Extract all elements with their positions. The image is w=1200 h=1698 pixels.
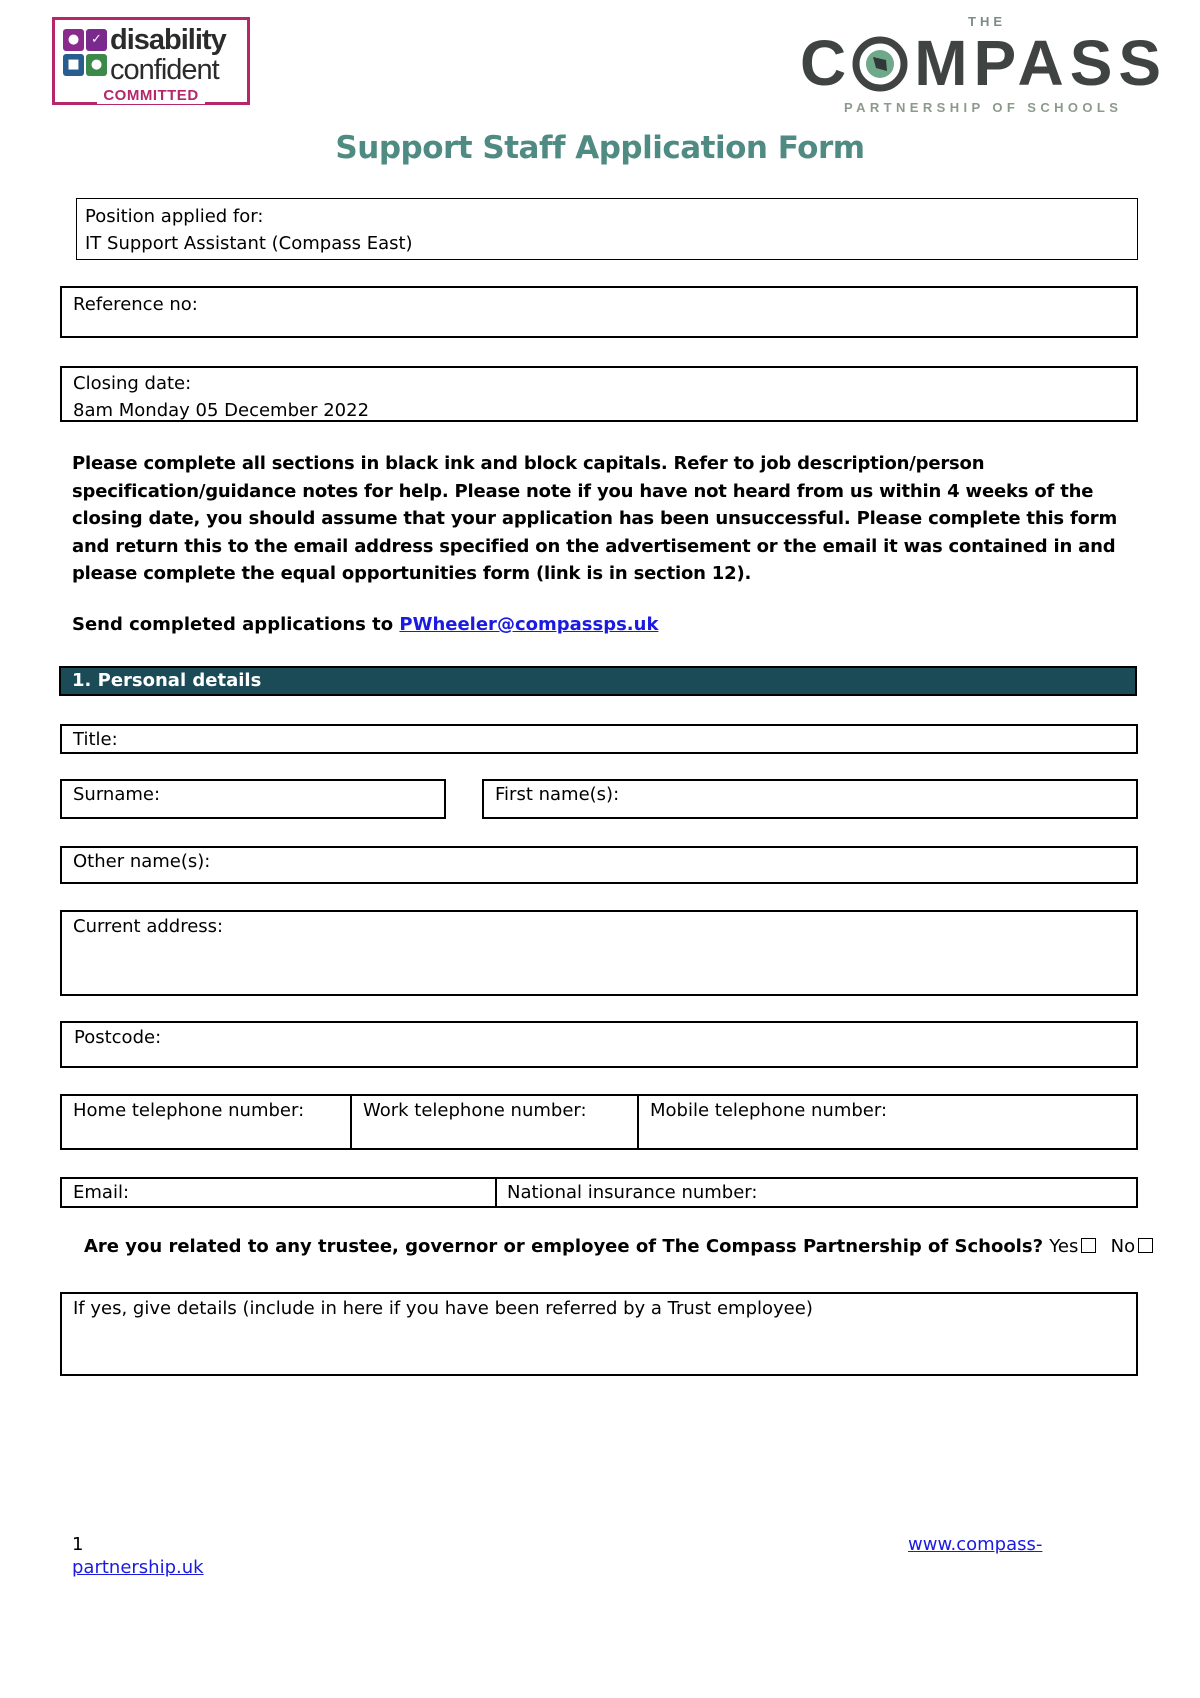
disability-confident-logo <box>52 17 250 105</box>
contact-email-link[interactable]: PWheeler@compassps.uk <box>399 614 659 635</box>
postcode-field[interactable] <box>60 1021 1138 1068</box>
other-names-label: Other name(s): <box>73 851 211 872</box>
current-address-field[interactable] <box>60 910 1138 996</box>
title-label: Title: <box>73 729 118 750</box>
work-telephone-label: Work telephone number: <box>363 1100 587 1121</box>
closing-date-field[interactable] <box>60 366 1138 422</box>
send-prefix: Send completed applications to <box>72 614 400 635</box>
email-label: Email: <box>73 1182 130 1203</box>
position-field[interactable] <box>76 198 1138 260</box>
position-value: IT Support Assistant (Compass East) <box>85 233 413 254</box>
mobile-telephone-label: Mobile telephone number: <box>650 1100 888 1121</box>
reference-label: Reference no: <box>73 294 198 315</box>
website-link-continued[interactable]: partnership.uk <box>72 1557 204 1578</box>
mobile-telephone-field[interactable] <box>639 1096 1136 1148</box>
logo-committed-badge: COMMITTED <box>55 87 247 104</box>
website-link[interactable]: www.compass- <box>908 1534 1043 1555</box>
page-number: 1 <box>72 1534 84 1555</box>
reference-field[interactable] <box>60 286 1138 338</box>
first-names-label: First name(s): <box>495 784 620 805</box>
lock-icon: ■ <box>63 54 84 76</box>
email-field[interactable] <box>62 1179 495 1206</box>
logo-word-confident: confident <box>110 54 219 86</box>
compass-logo-the: THE <box>968 14 1006 29</box>
person-icon: ● <box>86 54 107 76</box>
send-instructions <box>72 614 658 635</box>
position-label: Position applied for: <box>85 206 264 227</box>
related-no-label: No <box>1110 1236 1136 1257</box>
logo-word-disability: disability <box>110 24 226 56</box>
national-insurance-label: National insurance number: <box>507 1182 758 1203</box>
telephone-row <box>60 1094 1138 1150</box>
closing-date-label: Closing date: <box>73 373 192 394</box>
closing-date-value: 8am Monday 05 December 2022 <box>73 400 370 421</box>
instructions-paragraph: Please complete all sections in black ink and block capitals. Refer to job description/person specification/guidance notes for help. Please note if you have not heard from us within 4 weeks of the closing date, you should assume that your application has been unsuccessful. Please complete this form and return this to the email address specified on the advertisement or the email it was contained in and please complete the equal opportunities form (link is in section 12). <box>72 453 1118 584</box>
other-names-field[interactable] <box>60 846 1138 884</box>
related-no-checkbox[interactable] <box>1138 1238 1153 1253</box>
disability-confident-icons <box>63 29 107 79</box>
related-yes-label: Yes <box>1049 1236 1079 1257</box>
national-insurance-field[interactable] <box>497 1179 1136 1206</box>
people-icon: ● <box>63 29 84 51</box>
surname-label: Surname: <box>73 784 161 805</box>
related-details-field[interactable] <box>60 1292 1138 1376</box>
related-question <box>84 1236 1153 1257</box>
compass-logo-wordmark: C MPASS <box>800 27 1168 99</box>
email-ni-row <box>60 1177 1138 1208</box>
compass-icon <box>852 36 908 92</box>
page-title: Support Staff Application Form <box>335 130 865 166</box>
section-title: 1. Personal details <box>72 670 262 691</box>
home-telephone-field[interactable] <box>62 1096 350 1148</box>
compass-logo-subtitle: PARTNERSHIP OF SCHOOLS <box>844 100 1123 115</box>
postcode-label: Postcode: <box>74 1027 162 1048</box>
first-names-field[interactable] <box>482 779 1138 819</box>
related-question-text: Are you related to any trustee, governor or employee of The Compass Partnership of Schools? <box>84 1236 1044 1257</box>
section-header-personal-details <box>59 666 1137 696</box>
title-field[interactable] <box>60 724 1138 754</box>
current-address-label: Current address: <box>73 916 224 937</box>
related-yes-checkbox[interactable] <box>1081 1238 1096 1253</box>
chart-icon: ✓ <box>86 29 107 51</box>
work-telephone-field[interactable] <box>352 1096 637 1148</box>
surname-field[interactable] <box>60 779 446 819</box>
home-telephone-label: Home telephone number: <box>73 1100 305 1121</box>
related-details-label: If yes, give details (include in here if you have been referred by a Trust employee) <box>73 1298 813 1319</box>
